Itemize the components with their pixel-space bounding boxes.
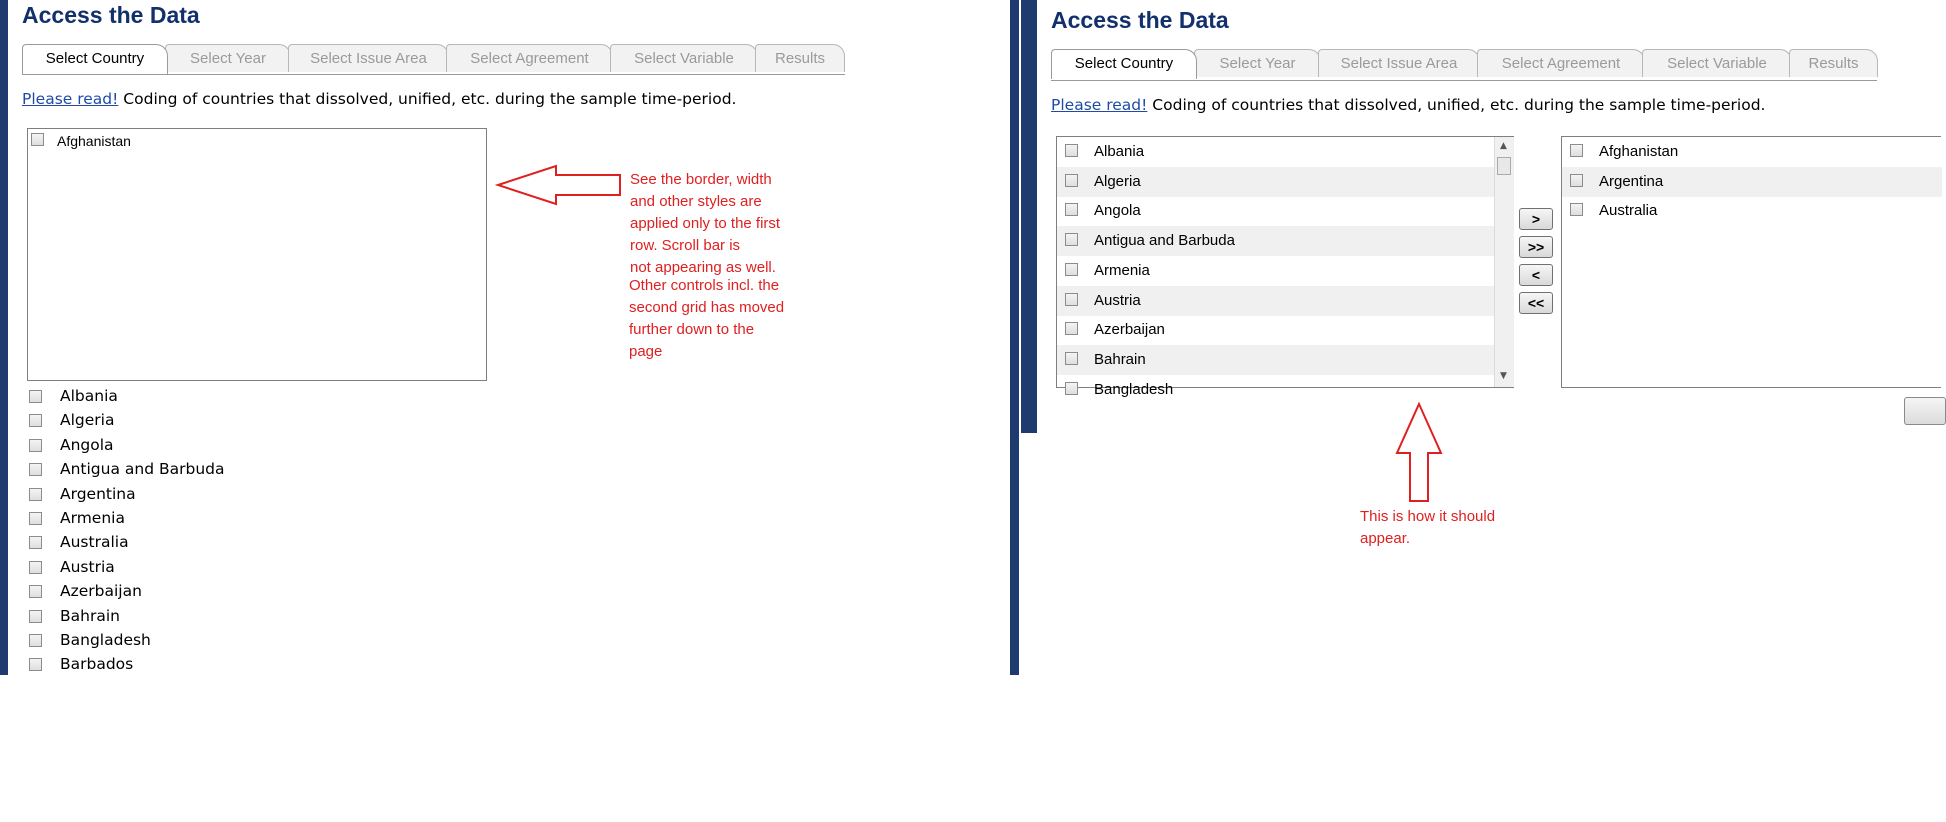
checkbox[interactable] bbox=[1065, 352, 1078, 365]
checkbox[interactable] bbox=[29, 463, 42, 476]
checkbox[interactable] bbox=[29, 561, 42, 574]
checkbox[interactable] bbox=[29, 488, 42, 501]
annotation-issue-2: Other controls incl. the second grid has moved further down to the page bbox=[629, 277, 785, 360]
list-item[interactable] bbox=[1562, 167, 1942, 197]
checkbox[interactable] bbox=[1065, 144, 1078, 157]
tab-bar bbox=[22, 44, 852, 74]
selected-countries-list[interactable] bbox=[1561, 136, 1941, 388]
tab-select-agreement[interactable]: Select Agreement bbox=[1477, 49, 1645, 77]
left-page-border-right bbox=[1010, 0, 1019, 675]
country-label: Austria bbox=[60, 557, 115, 576]
please-read-link[interactable]: Please read! bbox=[1051, 96, 1148, 114]
please-read-link[interactable]: Please read! bbox=[22, 90, 119, 108]
country-label: Bahrain bbox=[60, 606, 120, 625]
next-button[interactable] bbox=[1904, 397, 1946, 425]
checkbox[interactable] bbox=[1570, 203, 1583, 216]
scrollbar[interactable] bbox=[1494, 137, 1514, 387]
country-label: Australia bbox=[60, 533, 129, 552]
scroll-thumb[interactable] bbox=[1497, 157, 1511, 175]
tab-select-variable[interactable]: Select Variable bbox=[1642, 49, 1792, 77]
info-note-text: Coding of countries that dissolved, unified, etc. during the sample time-period. bbox=[123, 90, 737, 108]
country-label: Barbados bbox=[60, 655, 134, 674]
annotation-issue-1: See the border, width and other styles are applied only to the first row. Scroll bar is not appearing as well. bbox=[630, 171, 781, 276]
first-row-label: Afghanistan bbox=[57, 133, 131, 149]
list-item[interactable] bbox=[1057, 345, 1494, 375]
checkbox[interactable] bbox=[1065, 233, 1078, 246]
up-arrow-icon bbox=[1395, 402, 1445, 504]
tab-results[interactable]: Results bbox=[755, 44, 845, 72]
country-label: Austria bbox=[1094, 291, 1141, 309]
checkbox[interactable] bbox=[29, 439, 42, 452]
page-title-right: Access the Data bbox=[1051, 7, 1229, 33]
scroll-up-icon[interactable]: ▲ bbox=[1500, 141, 1507, 151]
checkbox[interactable] bbox=[29, 658, 42, 671]
checkbox[interactable] bbox=[31, 133, 44, 146]
country-label: Afghanistan bbox=[1599, 143, 1679, 160]
move-left-button[interactable]: < bbox=[1519, 264, 1553, 286]
checkbox[interactable] bbox=[1065, 174, 1078, 187]
tab-select-agreement[interactable]: Select Agreement bbox=[446, 44, 613, 72]
move-all-right-button[interactable]: >> bbox=[1519, 236, 1553, 258]
move-all-left-button[interactable]: << bbox=[1519, 292, 1553, 314]
checkbox[interactable] bbox=[29, 610, 42, 623]
country-label: Bangladesh bbox=[60, 631, 151, 649]
country-label: Australia bbox=[1599, 202, 1658, 220]
scroll-down-icon[interactable]: ▼ bbox=[1500, 371, 1507, 381]
checkbox[interactable] bbox=[1065, 263, 1078, 276]
country-label: Angola bbox=[1094, 202, 1141, 220]
country-label: Antigua and Barbuda bbox=[1094, 232, 1235, 250]
checkbox[interactable] bbox=[29, 634, 42, 647]
country-label: Bangladesh bbox=[1094, 380, 1174, 398]
left-arrow-icon bbox=[495, 164, 625, 208]
info-note-text: Coding of countries that dissolved, unified, etc. during the sample time-period. bbox=[1152, 96, 1766, 114]
available-countries-list[interactable] bbox=[1056, 136, 1514, 398]
tab-select-issue-area[interactable]: Select Issue Area bbox=[288, 44, 449, 72]
tab-select-issue-area[interactable]: Select Issue Area bbox=[1318, 49, 1480, 77]
tab-select-year[interactable]: Select Year bbox=[1194, 49, 1321, 77]
list-item[interactable] bbox=[1057, 167, 1494, 197]
list-item[interactable] bbox=[1057, 137, 1494, 167]
country-label: Albania bbox=[60, 387, 118, 405]
list-item[interactable] bbox=[1057, 256, 1494, 286]
list-item[interactable] bbox=[1057, 226, 1494, 256]
country-grid-broken bbox=[27, 128, 487, 381]
info-note-right bbox=[1051, 96, 1765, 114]
country-label: Algeria bbox=[1094, 172, 1141, 190]
country-label: Angola bbox=[60, 435, 114, 454]
page-title: Access the Data bbox=[22, 2, 200, 28]
country-label: Albania bbox=[1094, 143, 1145, 160]
move-right-button[interactable]: > bbox=[1519, 208, 1553, 230]
right-page-border bbox=[1021, 0, 1037, 433]
tab-results[interactable]: Results bbox=[1789, 49, 1878, 77]
checkbox[interactable] bbox=[1065, 203, 1078, 216]
checkbox[interactable] bbox=[1570, 174, 1583, 187]
tab-select-country[interactable]: Select Country bbox=[1051, 49, 1197, 79]
list-item[interactable] bbox=[1057, 286, 1494, 316]
country-label: Azerbaijan bbox=[1094, 321, 1165, 339]
list-item[interactable] bbox=[1057, 315, 1494, 345]
country-label: Azerbaijan bbox=[60, 582, 142, 601]
info-note bbox=[22, 90, 736, 108]
tab-select-variable[interactable]: Select Variable bbox=[610, 44, 758, 72]
country-label: Armenia bbox=[60, 509, 125, 527]
country-label: Argentina bbox=[1599, 172, 1664, 190]
list-item[interactable] bbox=[1057, 196, 1494, 226]
checkbox[interactable] bbox=[1065, 382, 1078, 395]
tab-select-country[interactable]: Select Country bbox=[22, 44, 168, 74]
checkbox[interactable] bbox=[29, 512, 42, 525]
tab-select-year[interactable]: Select Year bbox=[165, 44, 291, 72]
list-item[interactable] bbox=[1562, 196, 1942, 226]
checkbox[interactable] bbox=[1065, 322, 1078, 335]
list-item[interactable] bbox=[1057, 375, 1494, 405]
left-page-border bbox=[0, 0, 8, 675]
country-label: Argentina bbox=[60, 484, 136, 503]
tab-baseline-right bbox=[1051, 80, 1877, 81]
checkbox[interactable] bbox=[29, 585, 42, 598]
country-label: Antigua and Barbuda bbox=[60, 460, 225, 479]
tab-baseline bbox=[22, 74, 845, 75]
list-item[interactable] bbox=[1562, 137, 1942, 167]
tab-bar-right bbox=[1051, 49, 1881, 79]
checkbox[interactable] bbox=[1570, 144, 1583, 157]
checkbox[interactable] bbox=[1065, 293, 1078, 306]
annotation-expected: This is how it should appear. bbox=[1360, 508, 1496, 547]
checkbox[interactable] bbox=[29, 536, 42, 549]
checkbox[interactable] bbox=[29, 390, 42, 403]
country-label: Armenia bbox=[1094, 261, 1150, 279]
country-label: Algeria bbox=[60, 411, 115, 430]
country-label: Bahrain bbox=[1094, 350, 1146, 368]
checkbox[interactable] bbox=[29, 414, 42, 427]
